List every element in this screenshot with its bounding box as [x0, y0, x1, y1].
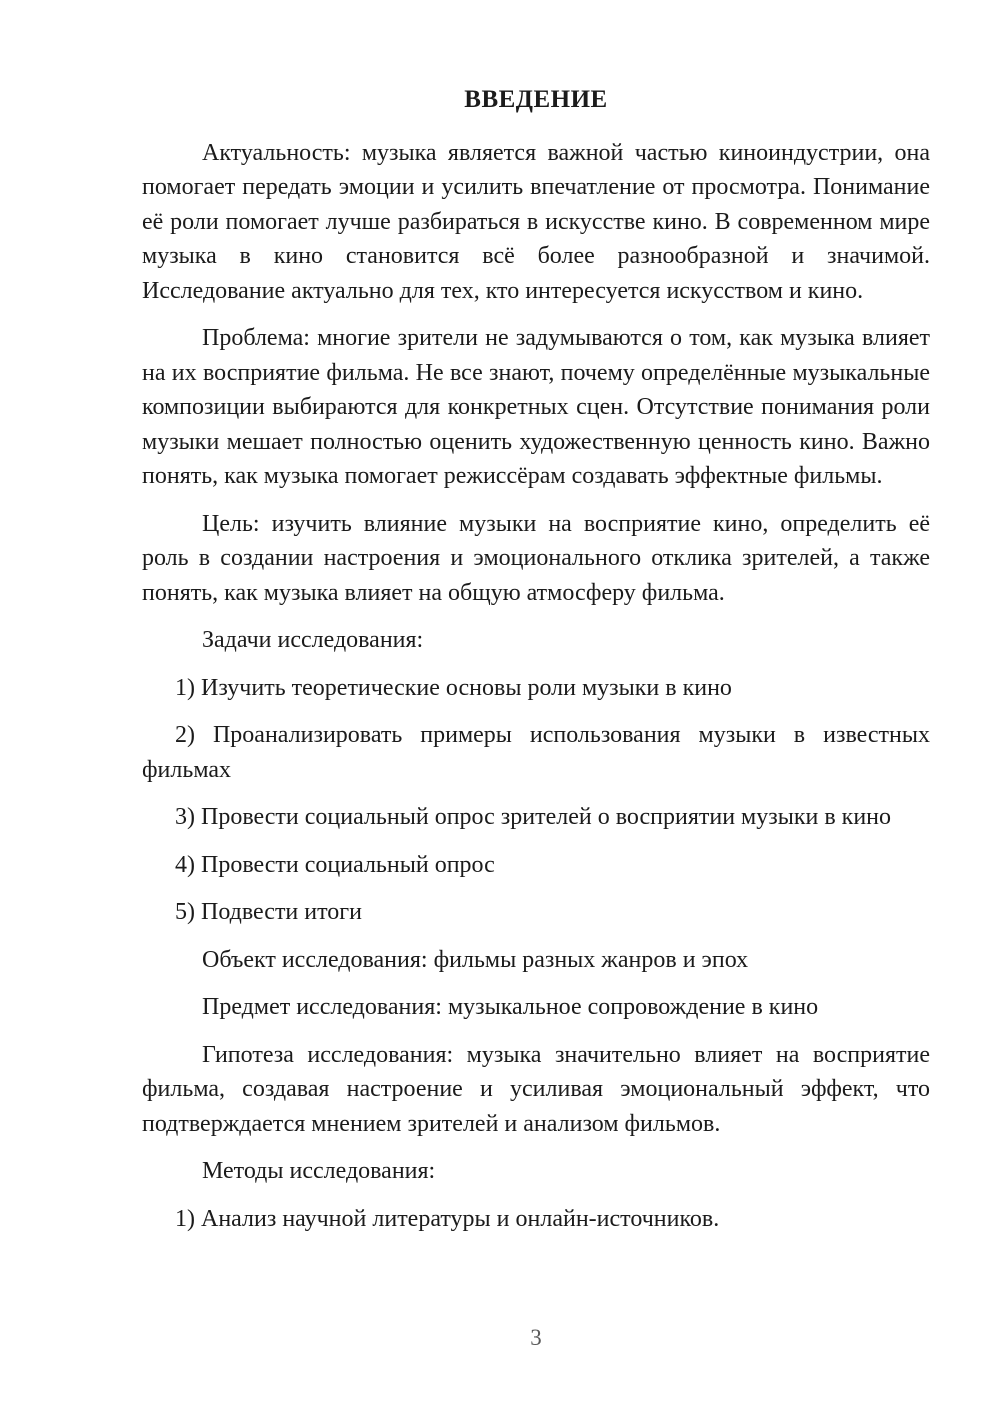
paragraph-object: Объект исследования: фильмы разных жанров и эпох — [202, 946, 749, 973]
paragraph-tasks-heading: Задачи исследования: — [202, 627, 424, 653]
paragraph-hypothesis: Гипотеза исследования: музыка значительно влияет на восприятие фильма, создавая настроение и усиливая эмоциональный эффект, что подтверждается мнением зрителей и анализом фильмов. — [142, 1041, 930, 1137]
page-content — [142, 83, 930, 1249]
task-item-5: 5) Подвести итоги — [175, 899, 362, 925]
task-item-4: 4) Провести социальный опрос — [175, 851, 495, 878]
method-item-1: 1) Анализ научной литературы и онлайн-источников. — [175, 1205, 720, 1232]
task-item-3: 3) Провести социальный опрос зрителей о восприятии музыки в кино — [175, 804, 892, 830]
paragraph-subject: Предмет исследования: музыкальное сопровождение в кино — [202, 994, 819, 1020]
page-title: ВВЕДЕНИЕ — [464, 86, 608, 113]
task-item-2: 2) Проанализировать примеры использования музыки в известных фильмах — [142, 722, 930, 783]
paragraph-relevance: Актуальность: музыка является важной частью киноиндустрии, она помогает передать эмоции и усилить впечатление от просмотра. Понимание её роли помогает лучше разбираться в искусстве кино. В современном мире музыка в кино становится всё более разнообразной и значимой. Исследование актуально для тех, кто интересуется искусством и кино. — [142, 139, 930, 304]
page-number: 3 — [530, 1325, 542, 1350]
task-item-1: 1) Изучить теоретические основы роли музыки в кино — [175, 674, 732, 701]
paragraph-problem: Проблема: многие зрители не задумываются о том, как музыка влияет на их восприятие фильма. Не все знают, почему определённые музыкальные композиции выбираются для конкретных сцен. Отсутствие понимания роли музыки мешает полностью оценить художественную ценность кино. Важно понять, как музыка помогает режиссёрам создавать эффектные фильмы. — [142, 325, 930, 489]
paragraph-methods-heading: Методы исследования: — [202, 1158, 436, 1184]
paragraph-goal: Цель: изучить влияние музыки на восприятие кино, определить её роль в создании настроения и эмоционального отклика зрителей, а также понять, как музыка влияет на общую атмосферу фильма. — [142, 510, 930, 606]
